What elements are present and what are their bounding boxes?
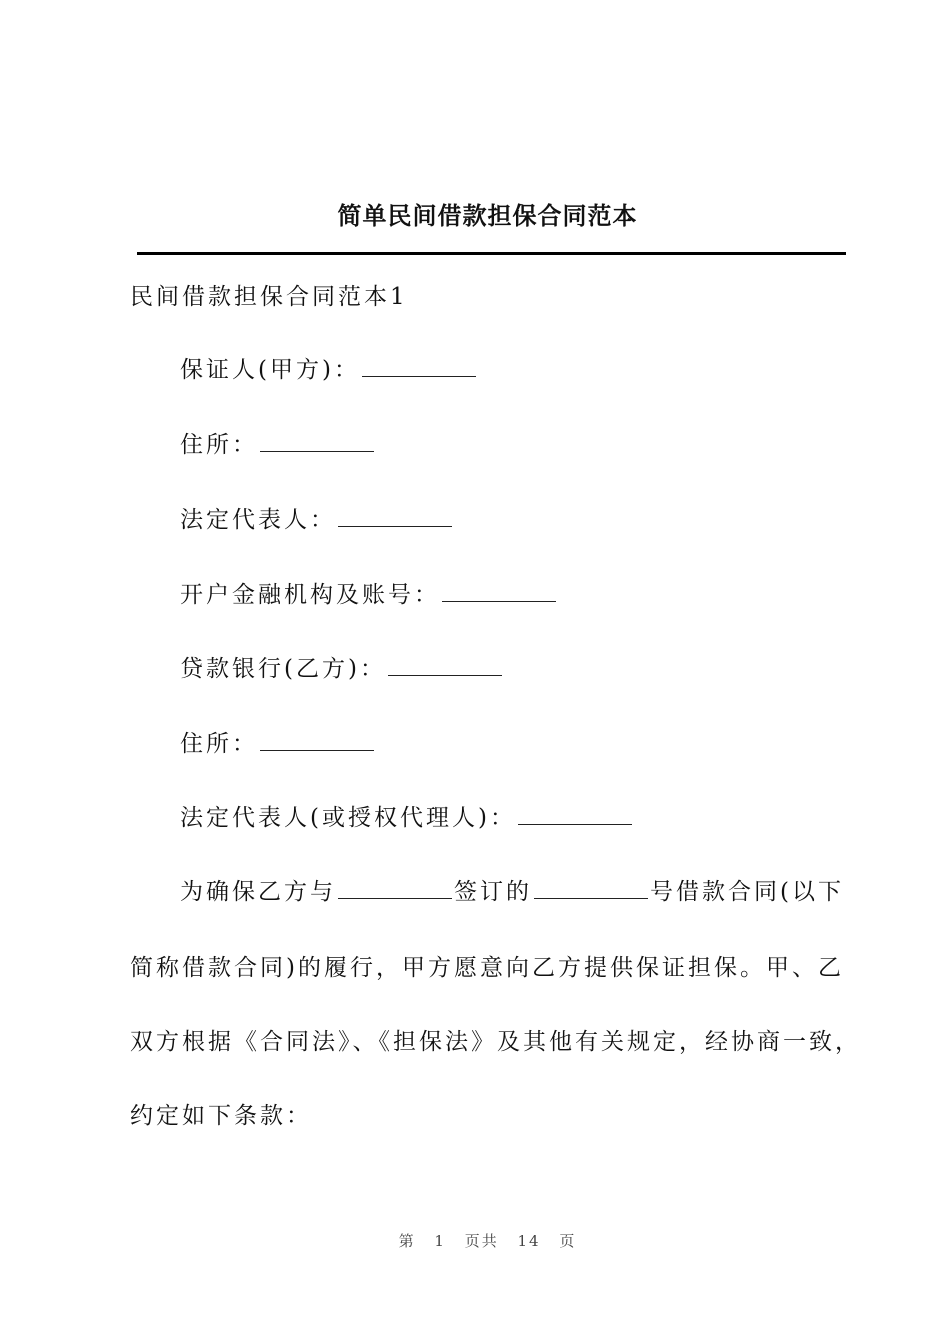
document-title: 简单民间借款担保合同范本	[337, 202, 638, 230]
field-lender-bank	[180, 654, 504, 684]
footer-page-number: 1	[434, 1232, 446, 1250]
address-a-blank	[260, 431, 374, 452]
body-p1-b: 签订的	[454, 879, 532, 905]
field-address-a-label: 住所：	[180, 432, 258, 458]
body-paragraph-line-4: 约定如下条款：	[130, 1103, 312, 1129]
lender-bank-blank	[388, 655, 502, 676]
address-b-blank	[260, 730, 374, 751]
body-p1-a: 为确保乙方与	[180, 879, 336, 905]
footer-label-pages: 页	[559, 1232, 577, 1250]
footer-label-of: 页共	[464, 1232, 499, 1250]
field-legal-rep-a	[180, 505, 454, 535]
field-legal-rep-b-label: 法定代表人(或授权代理人)：	[180, 805, 516, 831]
field-address-b	[180, 729, 376, 759]
contract-number-blank	[534, 878, 648, 899]
field-address-b-label: 住所：	[180, 731, 258, 757]
title-rule	[137, 252, 846, 255]
body-paragraph-line-3: 双方根据《合同法》、《担保法》及其他有关规定，经协商一致，	[130, 1029, 861, 1055]
section-heading: 民间借款担保合同范本1	[130, 284, 408, 310]
footer-total-pages: 14	[517, 1232, 541, 1250]
field-bank-account-label: 开户金融机构及账号：	[180, 582, 440, 608]
guarantor-blank	[362, 356, 476, 377]
legal-rep-a-blank	[338, 506, 452, 527]
legal-rep-b-blank	[518, 804, 632, 825]
body-p1-c: 号借款合同(以下	[650, 879, 844, 905]
field-guarantor-label: 保证人(甲方)：	[180, 357, 360, 383]
body-paragraph-line-2: 简称借款合同)的履行，甲方愿意向乙方提供保证担保。甲、乙	[130, 955, 844, 981]
bank-account-blank	[442, 581, 556, 602]
page-footer	[0, 1230, 950, 1251]
field-guarantor	[180, 355, 478, 385]
field-legal-rep-a-label: 法定代表人：	[180, 507, 336, 533]
field-legal-rep-b	[180, 803, 634, 833]
contract-party-blank	[338, 878, 452, 899]
field-lender-bank-label: 贷款银行(乙方)：	[180, 656, 386, 682]
field-address-a	[180, 430, 376, 460]
field-bank-account	[180, 580, 558, 610]
body-paragraph-line-1	[180, 877, 844, 907]
footer-label-page: 第	[398, 1232, 416, 1250]
